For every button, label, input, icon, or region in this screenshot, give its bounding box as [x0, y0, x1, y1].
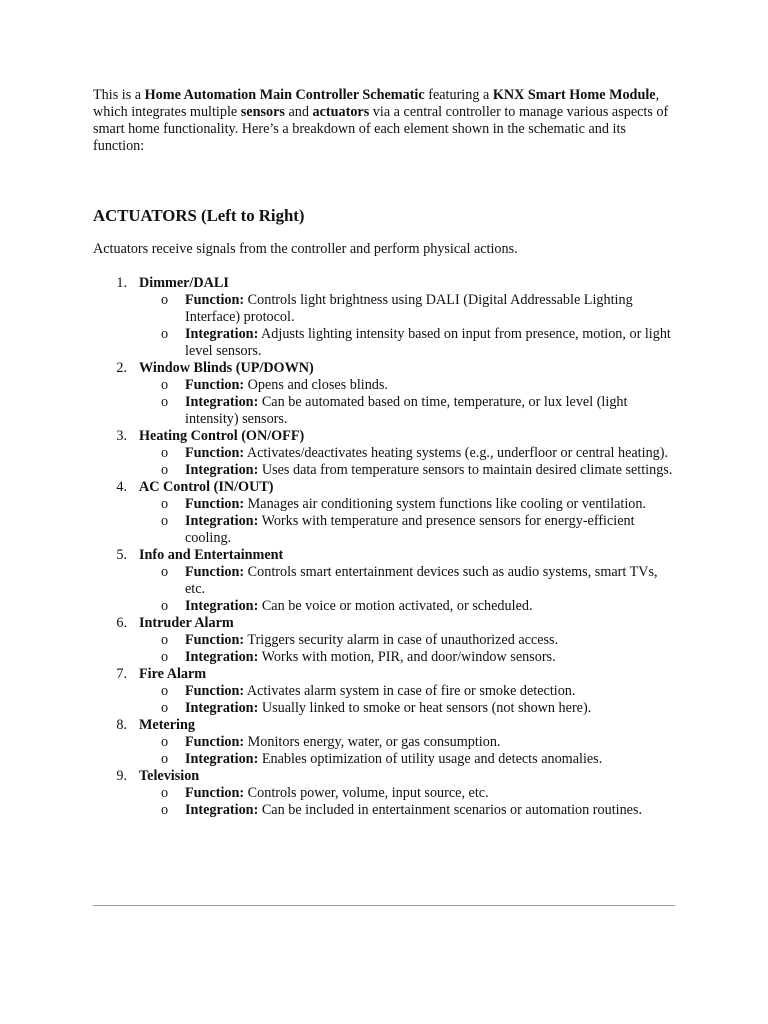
bullet-icon: o [161, 598, 169, 614]
function-label: Function: [185, 292, 245, 308]
item-details [139, 377, 675, 428]
intro-text-2: featuring a [424, 87, 493, 103]
bullet-icon: o [161, 785, 169, 801]
list-item [93, 768, 675, 819]
bullet-icon: o [161, 394, 169, 410]
integration-text: Works with temperature and presence sensors for energy-efficient cooling. [185, 513, 635, 546]
item-details [139, 564, 675, 615]
item-number: 6. [116, 615, 127, 631]
intro-text-1: This is a [93, 87, 145, 103]
integration-detail [139, 598, 675, 615]
intro-text-4: and [284, 104, 313, 120]
intro-text-5: via a central controller to manage various aspects of smart home functionality. Here’s a breakdown of each element shown in the schematic and its function: [93, 104, 669, 154]
function-text: Controls power, volume, input source, etc. [244, 785, 489, 801]
item-details [139, 632, 675, 666]
item-title: Television [139, 768, 200, 784]
list-item [93, 360, 675, 428]
bullet-icon: o [161, 513, 169, 529]
bullet-icon: o [161, 751, 169, 767]
integration-text: Usually linked to smoke or heat sensors (not shown here). [258, 700, 592, 716]
intro-paragraph [93, 87, 675, 155]
intro-bold-module: KNX Smart Home Module [492, 87, 656, 103]
item-title: Intruder Alarm [139, 615, 234, 631]
function-text: Manages air conditioning system functions like cooling or ventilation. [244, 496, 647, 512]
function-detail [139, 564, 675, 598]
integration-label: Integration: [185, 700, 259, 716]
function-label: Function: [185, 632, 245, 648]
integration-detail [139, 649, 675, 666]
function-detail [139, 785, 675, 802]
actuator-list [93, 275, 675, 819]
function-text: Activates alarm system in case of fire or smoke detection. [244, 683, 576, 699]
function-detail [139, 683, 675, 700]
function-text: Activates/deactivates heating systems (e.g., underfloor or central heating). [244, 445, 669, 461]
function-label: Function: [185, 445, 245, 461]
function-label: Function: [185, 734, 245, 750]
list-item [93, 717, 675, 768]
item-title: Heating Control (ON/OFF) [139, 428, 305, 444]
list-item [93, 666, 675, 717]
bullet-icon: o [161, 734, 169, 750]
item-details [139, 445, 675, 479]
integration-detail [139, 802, 675, 819]
integration-label: Integration: [185, 326, 259, 342]
integration-text: Can be voice or motion activated, or scheduled. [258, 598, 533, 614]
function-detail [139, 496, 675, 513]
bullet-icon: o [161, 649, 169, 665]
function-text: Controls smart entertainment devices such as audio systems, smart TVs, etc. [185, 564, 658, 597]
intro-text-3: , which integrates multiple [93, 87, 660, 120]
section-heading: ACTUATORS (Left to Right) [93, 206, 305, 225]
integration-text: Can be automated based on time, temperature, or lux level (light intensity) sensors. [185, 394, 628, 427]
item-details [139, 683, 675, 717]
function-detail [139, 445, 675, 462]
item-number: 1. [116, 275, 127, 291]
horizontal-rule [93, 905, 675, 906]
item-details [139, 785, 675, 819]
item-details [139, 292, 675, 360]
integration-text: Enables optimization of utility usage and detects anomalies. [258, 751, 603, 767]
section-description: Actuators receive signals from the controller and perform physical actions. [93, 241, 518, 257]
integration-label: Integration: [185, 513, 259, 529]
item-number: 7. [116, 666, 127, 682]
intro-bold-schematic: Home Automation Main Controller Schematic [144, 87, 425, 103]
bullet-icon: o [161, 564, 169, 580]
bullet-icon: o [161, 445, 169, 461]
integration-detail [139, 751, 675, 768]
list-item [93, 479, 675, 547]
item-number: 5. [116, 547, 127, 563]
item-title: Metering [139, 717, 195, 733]
item-details [139, 496, 675, 547]
integration-detail [139, 700, 675, 717]
item-title: Dimmer/DALI [139, 275, 229, 291]
integration-detail [139, 326, 675, 360]
function-detail [139, 292, 675, 326]
list-item [93, 275, 675, 360]
integration-detail [139, 394, 675, 428]
function-label: Function: [185, 683, 245, 699]
item-number: 4. [116, 479, 127, 495]
integration-label: Integration: [185, 751, 259, 767]
item-number: 2. [116, 360, 127, 376]
integration-text: Uses data from temperature sensors to maintain desired climate settings. [258, 462, 673, 478]
integration-text: Adjusts lighting intensity based on input from presence, motion, or light level sensors. [185, 326, 671, 359]
bullet-icon: o [161, 802, 169, 818]
integration-text: Can be included in entertainment scenarios or automation routines. [258, 802, 643, 818]
function-text: Controls light brightness using DALI (Digital Addressable Lighting Interface) protocol. [185, 292, 633, 325]
integration-label: Integration: [185, 598, 259, 614]
function-label: Function: [185, 377, 245, 393]
item-details [139, 734, 675, 768]
integration-label: Integration: [185, 394, 259, 410]
bullet-icon: o [161, 632, 169, 648]
bullet-icon: o [161, 700, 169, 716]
bullet-icon: o [161, 462, 169, 478]
integration-label: Integration: [185, 649, 259, 665]
item-title: Fire Alarm [139, 666, 207, 682]
function-label: Function: [185, 496, 245, 512]
function-label: Function: [185, 785, 245, 801]
item-title: Info and Entertainment [139, 547, 284, 563]
integration-label: Integration: [185, 462, 259, 478]
function-label: Function: [185, 564, 245, 580]
list-item [93, 615, 675, 666]
function-detail [139, 377, 675, 394]
function-detail [139, 734, 675, 751]
bullet-icon: o [161, 377, 169, 393]
integration-detail [139, 462, 675, 479]
bullet-icon: o [161, 683, 169, 699]
integration-text: Works with motion, PIR, and door/window sensors. [258, 649, 556, 665]
list-item [93, 428, 675, 479]
item-number: 3. [116, 428, 127, 444]
item-number: 8. [116, 717, 127, 733]
item-number: 9. [116, 768, 127, 784]
bullet-icon: o [161, 496, 169, 512]
intro-bold-sensors: sensors [240, 104, 285, 120]
function-text: Opens and closes blinds. [244, 377, 388, 393]
item-title: AC Control (IN/OUT) [139, 479, 274, 495]
integration-detail [139, 513, 675, 547]
intro-bold-actuators: actuators [312, 104, 370, 120]
bullet-icon: o [161, 292, 169, 308]
integration-label: Integration: [185, 802, 259, 818]
item-title: Window Blinds (UP/DOWN) [139, 360, 314, 376]
list-item [93, 547, 675, 615]
function-text: Triggers security alarm in case of unauthorized access. [244, 632, 559, 648]
function-detail [139, 632, 675, 649]
bullet-icon: o [161, 326, 169, 342]
function-text: Monitors energy, water, or gas consumption. [244, 734, 501, 750]
